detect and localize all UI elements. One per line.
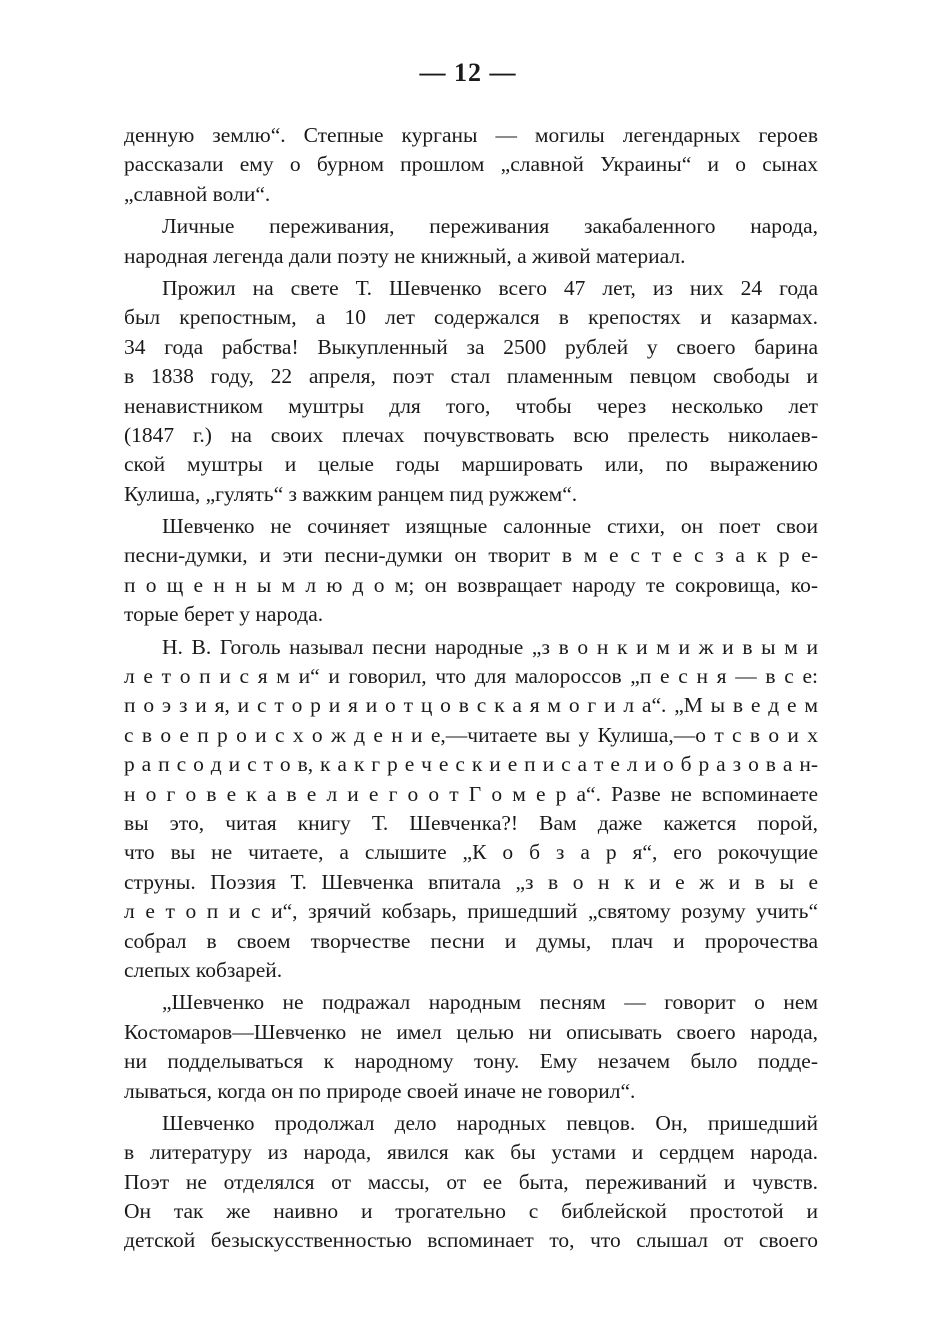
text-line: Шевченко продолжал дело народных певцов. Он, пришедший — [162, 1110, 818, 1135]
text-line: Шевченко не сочиняет изящные салонные стихи, он поет свои — [162, 514, 818, 539]
text-line: р а п с о д и с т о в, к а к г р е ч е с к и е п и с а т е л и о б р а з о в а н- — [124, 752, 818, 777]
text-line: Он так же наивно и трогательно с библейской простотой и — [124, 1199, 818, 1224]
text-line: н о г о в е к а в е л и е г о о т Г о м е р а“. Разве не вспоминаете — [124, 781, 818, 806]
text-line: что вы не читаете, а слышите „К о б з а р я“, его рокочущие — [124, 840, 818, 865]
text-line: п о щ е н н ы м л ю д о м; он возвращает народу те сокровища, ко- — [124, 572, 818, 597]
text-line: ской муштры и целые годы маршировать или, по выражению — [124, 452, 818, 477]
text-line: ненавистником муштры для того, чтобы через несколько лет — [124, 393, 818, 418]
paragraph — [124, 274, 818, 509]
text-line: 34 года рабства! Выкупленный за 2500 рублей у своего барина — [124, 334, 818, 359]
text-line: Поэт не отделялся от массы, от ее быта, переживаний и чувств. — [124, 1169, 818, 1194]
text-line: торые берет у народа. — [124, 602, 324, 627]
paragraph — [124, 633, 818, 986]
paragraph — [124, 121, 818, 209]
text-line: п о э з и я, и с т о р и я и о т ц о в с к а я м о г и л а“. „М ы в е д е м — [124, 693, 818, 718]
text-line: слепых кобзарей. — [124, 957, 283, 982]
text-line: народная легенда дали поэту не книжный, а живой материал. — [124, 243, 686, 268]
text-line: денную землю“. Степные курганы — могилы легендарных героев — [124, 123, 818, 147]
page-number: — 12 — — [419, 58, 517, 87]
text-line: „славной воли“. — [124, 181, 271, 206]
paragraph — [124, 212, 818, 271]
text-line: в 1838 году, 22 апреля, поэт стал пламенным певцом свободы и — [124, 364, 818, 389]
paragraph — [124, 988, 818, 1106]
text-line: рассказали ему о бурном прошлом „славной Украины“ и о сынах — [124, 152, 818, 177]
text-line: Кулиша, „гулять“ з важким ранцем пид ружжем“. — [124, 481, 578, 506]
text-line: собрал в своем творчестве песни и думы, плач и пророчества — [124, 928, 818, 953]
text-line: вы это, читая книгу Т. Шевченка?! Вам даже кажется порой, — [124, 810, 818, 835]
text-line: л е т о п и с и“, зрячий кобзарь, пришедший „святому розуму учить“ — [124, 899, 818, 924]
text-line: струны. Поэзия Т. Шевченка впитала „з в о н к и е ж и в ы е — [124, 869, 818, 894]
text-line: с в о е п р о и с х о ж д е н и е,—читаете вы у Кулиша,—о т с в о и х — [124, 722, 818, 747]
text-line: (1847 г.) на своих плечах почувствовать всю прелесть николаев- — [124, 422, 818, 447]
text-line: лываться, когда он по природе своей иначе не говорил“. — [124, 1078, 636, 1103]
text-line: Прожил на свете Т. Шевченко всего 47 лет, из них 24 года — [162, 275, 818, 300]
text-line: песни-думки, и эти песни-думки он творит в м е с т е с з а к р е- — [124, 543, 818, 568]
body-text — [124, 121, 818, 1256]
text-line: был крепостным, а 10 лет содержался в крепостях и казармах. — [124, 305, 818, 330]
paragraph — [124, 1109, 818, 1256]
text-line: ни подделываться к народному тону. Ему незачем было подде- — [124, 1049, 818, 1074]
paragraph — [124, 512, 818, 630]
text-line: в литературу из народа, явился как бы устами и сердцем народа. — [124, 1140, 818, 1165]
text-line: „Шевченко не подражал народным песням — говорит о нем — [162, 990, 818, 1015]
text-line: Н. В. Гоголь называл песни народные „з в о н к и м и ж и в ы м и — [162, 634, 818, 659]
text-line: детской безыскусственностью вспоминает то, что слышал от своего — [124, 1228, 818, 1253]
text-line: Костомаров—Шевченко не имел целью ни описывать своего народа, — [124, 1019, 818, 1044]
text-line: л е т о п и с я м и“ и говорил, что для малороссов „п е с н я — в с е: — [124, 664, 818, 689]
text-line: Личные переживания, переживания закабаленного народа, — [162, 214, 818, 239]
